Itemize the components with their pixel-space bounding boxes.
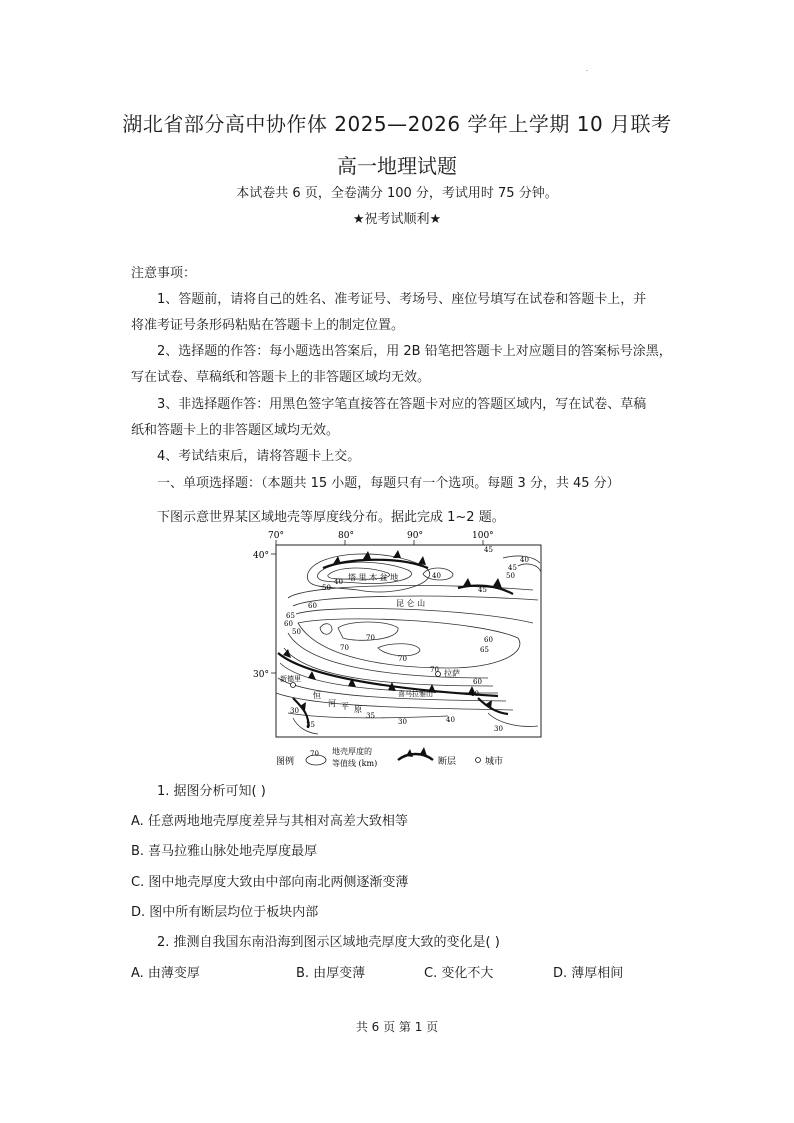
legend-contour-value: 70 [310, 750, 319, 758]
svg-text:70: 70 [340, 644, 349, 652]
place-label: 塔 里 木 盆 地 [348, 573, 399, 582]
svg-text:60: 60 [484, 636, 493, 644]
lon-label: 80° [338, 531, 354, 541]
svg-text:30: 30 [290, 707, 299, 715]
notes-heading: 注意事项： [131, 266, 197, 281]
place-label: 河 [328, 699, 336, 708]
question-1-option-d: D. 图中所有断层均位于板块内部 [131, 905, 319, 920]
legend-city: 城市 [485, 757, 504, 767]
svg-text:70: 70 [366, 634, 375, 642]
section-heading: 一、单项选择题：（本题共 15 小题，每题只有一个选项。每题 3 分，共 45 分） [157, 476, 620, 491]
note-3a: 3、非选择题作答：用黑色签字笔直接答在答题卡对应的答题区域内，写在试卷、草稿 [157, 397, 647, 412]
place-label: 喜马拉雅山 [398, 690, 433, 698]
svg-text:65: 65 [286, 612, 295, 620]
svg-text:50: 50 [506, 572, 515, 580]
question-1-option-c: C. 图中地壳厚度大致由中部向南北两侧逐渐变薄 [131, 875, 409, 890]
svg-text:45: 45 [484, 546, 493, 554]
svg-text:40: 40 [432, 572, 441, 580]
place-label: 拉萨 [444, 669, 460, 678]
legend-contour-text: 等值线 (km) [332, 759, 378, 768]
svg-text:45: 45 [508, 564, 517, 572]
lat-label: 30° [253, 670, 269, 680]
question-2-option-b: B. 由厚变薄 [296, 966, 366, 981]
legend-fault: 断层 [438, 757, 457, 767]
city-marker [291, 683, 296, 688]
question-2-stem: 2. 推测自我国东南沿海到图示区域地壳厚度大致的变化是( ) [157, 935, 500, 950]
exam-meta: 本试卷共 6 页，全卷满分 100 分，考试用时 75 分钟。 [236, 186, 558, 201]
svg-text:70: 70 [430, 666, 439, 674]
question-1-option-a: A. 任意两地地壳厚度差异与其相对高差大致相等 [131, 814, 408, 829]
legend-city-symbol [476, 758, 481, 763]
note-2a: 2、选择题的作答：每小题选出答案后，用 2B 铅笔把答题卡上对应题目的答案标号涂黑， [157, 344, 672, 359]
question-2-option-d: D. 薄厚相间 [553, 966, 624, 981]
legend-fault-symbol [398, 754, 433, 760]
question-1-option-b: B. 喜马拉雅山脉处地壳厚度最厚 [131, 844, 318, 859]
question-1-stem: 1. 据图分析可知( ) [157, 784, 266, 799]
lon-label: 90° [407, 531, 423, 541]
svg-text:40: 40 [520, 556, 529, 564]
note-3b: 纸和答题卡上的非答题区域均无效。 [131, 423, 340, 438]
question-2-option-a: A. 由薄变厚 [131, 966, 200, 981]
page-footer: 共 6 页 第 1 页 [355, 1020, 439, 1034]
legend-label: 图例 [276, 757, 295, 767]
place-label: 新德里 [280, 675, 301, 683]
svg-text:40: 40 [334, 578, 343, 586]
section-intro: 下图示意世界某区域地壳等厚度线分布。据此完成 1~2 题。 [157, 510, 505, 525]
place-label: 原 [354, 705, 362, 714]
place-label: 昆 仑 山 [396, 599, 426, 608]
crust-thickness-map [248, 528, 548, 772]
svg-text:40: 40 [446, 716, 455, 724]
svg-text:30: 30 [398, 718, 407, 726]
contour-lines [276, 554, 541, 734]
svg-text:50: 50 [322, 584, 331, 592]
lon-label: 100° [472, 531, 494, 541]
svg-text:65: 65 [480, 646, 489, 654]
note-1b: 将准考证号条形码粘贴在答题卡上的制定位置。 [131, 318, 405, 333]
lon-label: 70° [268, 531, 284, 541]
place-label: 恒 [313, 691, 321, 700]
svg-text:35: 35 [306, 721, 315, 729]
svg-text:30: 30 [494, 725, 503, 733]
exam-subtitle: 高一地理试题 [337, 154, 457, 178]
lat-label: 40° [253, 551, 269, 561]
svg-text:70: 70 [398, 655, 407, 663]
exam-title: 湖北省部分高中协作体 2025—2026 学年上学期 10 月联考 [122, 112, 672, 136]
legend-contour-text: 地壳厚度的 [332, 747, 372, 756]
svg-text:50: 50 [292, 628, 301, 636]
place-label: 平 [341, 702, 349, 711]
svg-text:35: 35 [366, 712, 375, 720]
svg-text:40: 40 [470, 690, 479, 698]
svg-text:60: 60 [284, 620, 293, 628]
note-1a: 1、答题前，请将自己的姓名、准考证号、考场号、座位号填写在试卷和答题卡上，并 [157, 292, 647, 307]
note-4: 4、考试结束后，请将答题卡上交。 [157, 449, 361, 464]
svg-text:60: 60 [308, 602, 317, 610]
page-mark: · [586, 68, 588, 75]
exam-wish: ★祝考试顺利★ [352, 212, 442, 227]
question-2-option-c: C. 变化不大 [424, 966, 494, 981]
svg-text:60: 60 [473, 678, 482, 686]
svg-text:45: 45 [478, 586, 487, 594]
note-2b: 写在试卷、草稿纸和答题卡上的非答题区域均无效。 [131, 370, 431, 385]
contour-values [284, 546, 529, 733]
